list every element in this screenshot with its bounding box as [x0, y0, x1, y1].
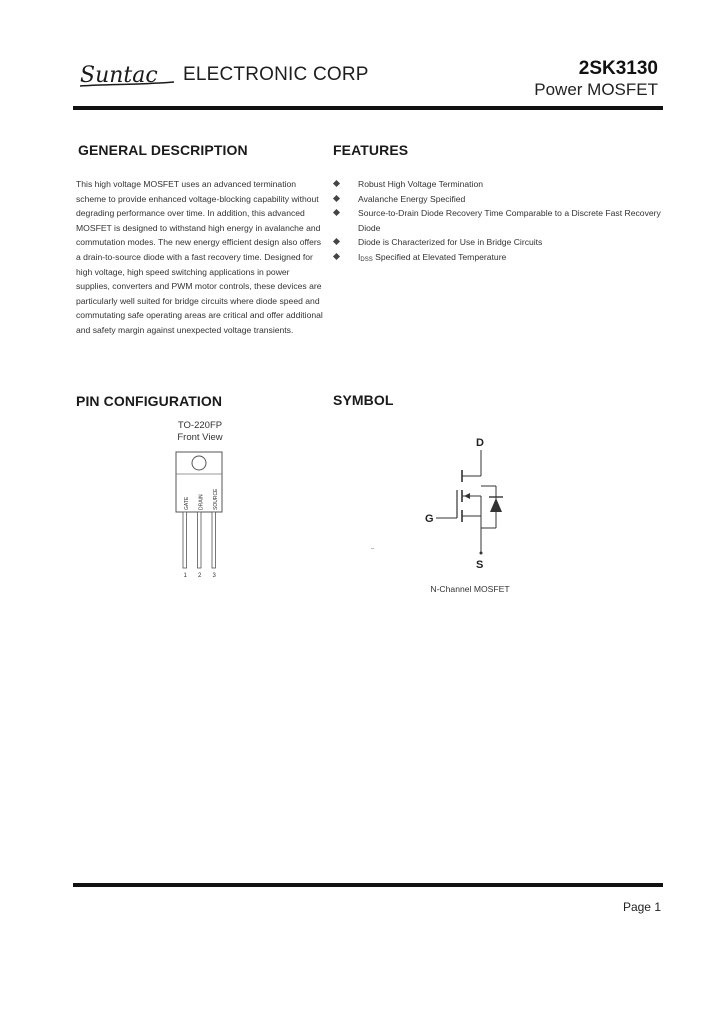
pin-3-number: 3 — [212, 573, 216, 579]
page-number: Page 1 — [622, 900, 661, 914]
diamond-bullet-icon — [333, 209, 340, 216]
symbol-caption: N-Channel MOSFET — [430, 584, 510, 594]
to220-package-diagram — [168, 450, 238, 582]
features-list — [333, 177, 663, 268]
stray-mark — [371, 548, 374, 549]
features-title: FEATURES — [333, 142, 409, 158]
feature-item: IDSS Specified at Elevated Temperature — [333, 250, 663, 268]
general-description-text: This high voltage MOSFET uses an advanced termination scheme to provide enhanced voltage-blocking capability without degrading performance over time. In addition, this advanced MOSFET is designed to withstand high energy in avalanche and commutation modes. The new energy efficient design also offers a drain-to-source diode with a fast recovery time. Designed for high voltage, high speed switching applications in power supplies, converters and PWM motor controls, these devices are particularly well suited for bridge circuits where diode speed and commutating safe operating areas are critical and offer additional and safety margin against unexpected voltage transients. — [76, 179, 323, 335]
pin-2-number: 2 — [198, 573, 202, 579]
logo-text: Suntac — [80, 63, 158, 88]
footer-divider — [73, 883, 663, 887]
diamond-bullet-icon — [333, 180, 340, 187]
pin-1-name: GATE — [184, 496, 190, 510]
feature-item: Source-to-Drain Diode Recovery Time Comparable to a Discrete Fast Recovery Diode — [333, 206, 663, 235]
header-divider — [73, 106, 663, 110]
company-logo — [78, 58, 178, 94]
part-type: Power MOSFET — [534, 80, 658, 99]
general-description-title: GENERAL DESCRIPTION — [78, 142, 248, 158]
diamond-bullet-icon — [333, 238, 340, 245]
symbol-title: SYMBOL — [333, 392, 394, 408]
drain-label: D — [476, 437, 484, 449]
part-number: 2SK3130 — [578, 58, 658, 79]
feature-item: Robust High Voltage Termination — [333, 177, 663, 192]
company-name: ELECTRONIC CORP — [183, 64, 369, 85]
diamond-bullet-icon — [333, 253, 340, 260]
source-label: S — [476, 559, 484, 571]
pin-configuration-title: PIN CONFIGURATION — [76, 393, 223, 409]
pin-2-name: DRAIN — [198, 494, 205, 510]
diamond-bullet-icon — [333, 195, 340, 202]
pin-1-number: 1 — [183, 573, 187, 579]
gate-label: G — [425, 513, 434, 525]
nmos-symbol-diagram — [418, 432, 518, 572]
package-name: TO-220FP — [177, 420, 223, 431]
feature-item: Diode is Characterized for Use in Bridge Circuits — [333, 235, 663, 250]
pin-3-name: SOURCE — [213, 488, 219, 510]
feature-item: Avalanche Energy Specified — [333, 192, 663, 207]
package-view: Front View — [177, 432, 223, 443]
